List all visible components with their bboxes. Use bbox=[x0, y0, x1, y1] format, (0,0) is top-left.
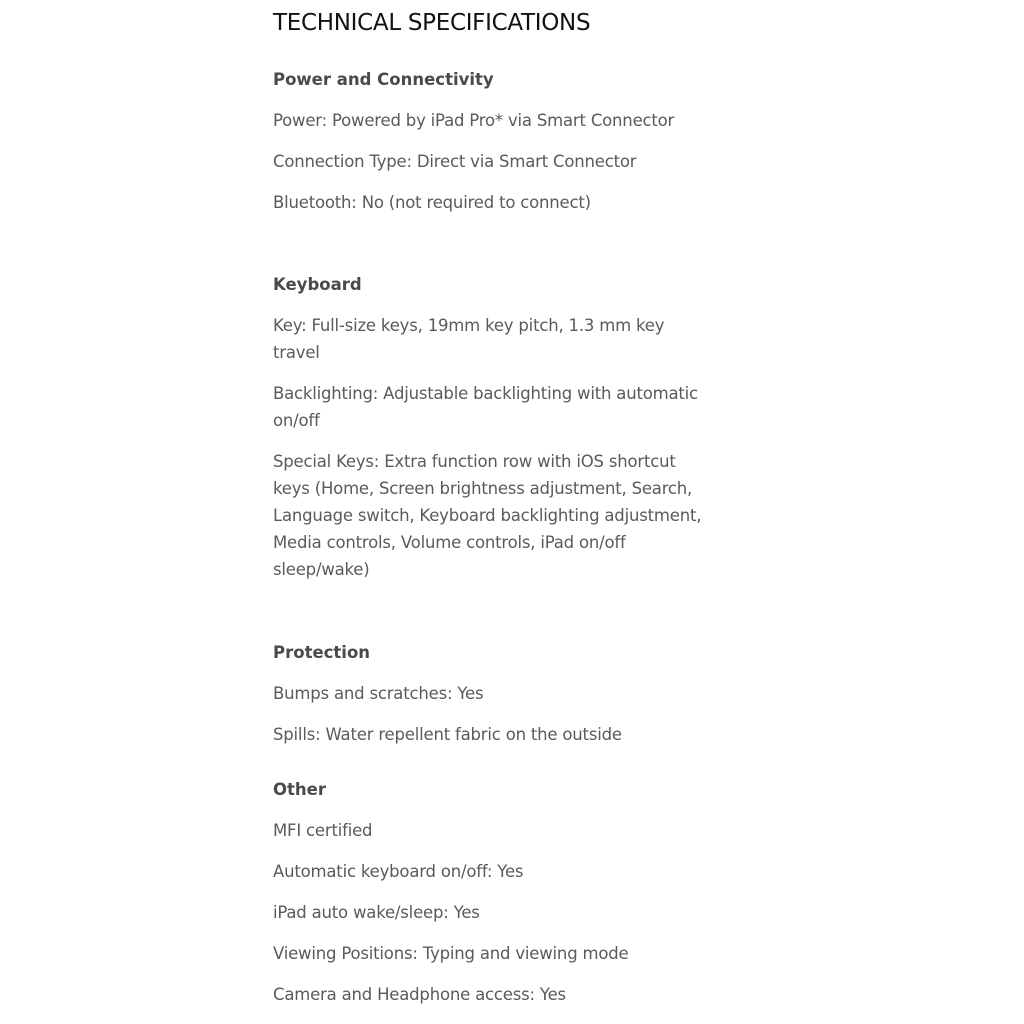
page-title: TECHNICAL SPECIFICATIONS bbox=[273, 10, 591, 36]
technical-specifications bbox=[273, 0, 713, 1004]
section-heading: Power and Connectivity bbox=[273, 70, 494, 89]
spec-item-key: Key: Full-size keys, 19mm key pitch, 1.3 mm key travel bbox=[273, 316, 665, 362]
spec-item-mfi-certified: MFI certified bbox=[273, 821, 373, 840]
spec-item-automatic-keyboard: Automatic keyboard on/off: Yes bbox=[273, 862, 524, 881]
section-other bbox=[273, 776, 713, 1008]
section-power-and-connectivity bbox=[273, 66, 713, 216]
spec-item-bumps-and-scratches: Bumps and scratches: Yes bbox=[273, 684, 484, 703]
spec-item-spills: Spills: Water repellent fabric on the outside bbox=[273, 725, 622, 744]
spec-item-backlighting: Backlighting: Adjustable backlighting with automatic on/off bbox=[273, 384, 698, 430]
spec-item-camera-headphone-access: Camera and Headphone access: Yes bbox=[273, 985, 566, 1004]
section-heading: Protection bbox=[273, 643, 371, 662]
spec-item-bluetooth: Bluetooth: No (not required to connect) bbox=[273, 193, 591, 212]
spec-item-connection-type: Connection Type: Direct via Smart Connector bbox=[273, 152, 637, 171]
section-keyboard bbox=[273, 271, 713, 583]
section-heading: Other bbox=[273, 780, 326, 799]
spec-item-power: Power: Powered by iPad Pro* via Smart Connector bbox=[273, 111, 675, 130]
spec-item-special-keys: Special Keys: Extra function row with iOS shortcut keys (Home, Screen brightness adjustment, Search, Language switch, Keyboard backlighting adjustment, Media controls, Volume controls, iPad on/off sleep/wake) bbox=[273, 452, 702, 579]
spec-item-viewing-positions: Viewing Positions: Typing and viewing mode bbox=[273, 944, 629, 963]
section-protection bbox=[273, 639, 713, 748]
spec-item-ipad-auto-wake: iPad auto wake/sleep: Yes bbox=[273, 903, 480, 922]
section-heading: Keyboard bbox=[273, 275, 362, 294]
